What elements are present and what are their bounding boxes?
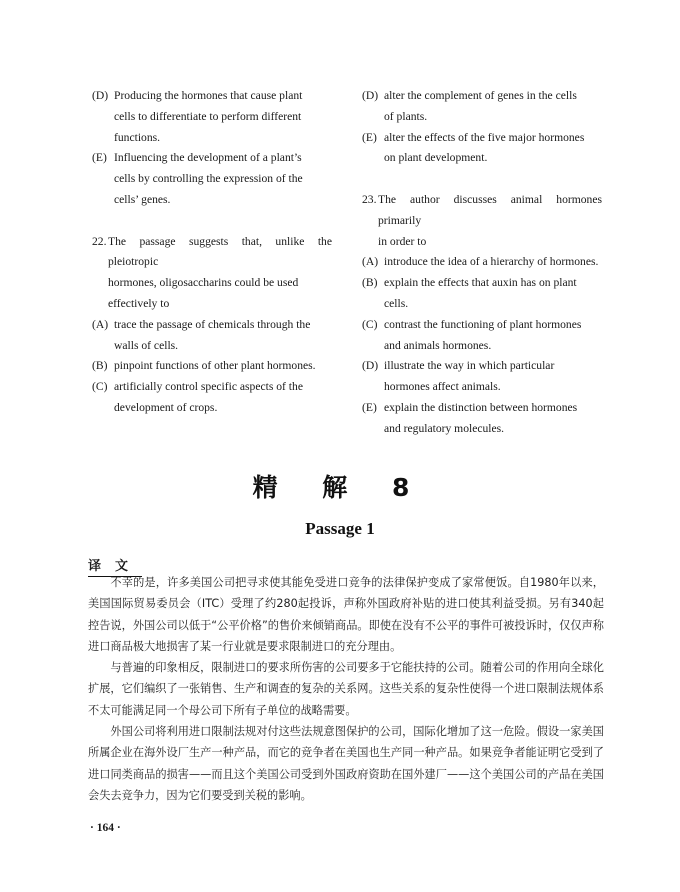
page-number: · 164 · <box>90 822 121 834</box>
q22-option-a <box>92 315 332 357</box>
option-label: (D) <box>92 89 109 102</box>
option-line: on plant development. <box>384 151 488 165</box>
option-label: (B) <box>92 359 108 373</box>
option-line: cells’ genes. <box>114 192 171 206</box>
question-23 <box>362 190 602 252</box>
q23-option-a <box>362 252 602 273</box>
option-label: (C) <box>92 380 108 394</box>
q23-option-e <box>362 398 602 440</box>
q21-option-e <box>92 148 332 210</box>
option-line: functions. <box>114 130 161 144</box>
question-number: 23. <box>362 192 377 206</box>
option-line: alter the effects of the five major hormones <box>384 130 585 144</box>
q22-option-d <box>362 86 602 128</box>
spacer <box>92 211 332 232</box>
option-line: alter the complement of genes in the cells <box>384 89 577 102</box>
option-label: (B) <box>362 276 378 290</box>
q23-option-d <box>362 356 602 398</box>
translation-paragraph: 外国公司将利用进口限制法规对付这些法规意图保护的公司，国际化增加了这一危险。假设一家美国所属企业在海外设厂生产一种产品，而它的竞争者在美国也生产同一种产品。如果竞争者能证明它受到了进口同类商品的损害——而且这个美国公司受到外国政府资助在国外建厂——这个美国公司的产品在美国会失去竞争力，因为它们要受到关税的影响。 <box>88 725 604 802</box>
q21-option-d <box>92 86 332 148</box>
translation-body <box>88 572 604 806</box>
option-label: (C) <box>362 317 378 331</box>
section-title: 精 解 8 <box>252 473 428 502</box>
q23-option-b <box>362 273 602 315</box>
option-line: Producing the hormones that cause plant <box>114 89 303 102</box>
left-column <box>92 86 332 419</box>
q22-option-e <box>362 128 602 170</box>
q23-option-c <box>362 315 602 357</box>
option-line: hormones affect animals. <box>384 380 501 394</box>
option-label: (D) <box>362 359 379 373</box>
q22-option-b <box>92 356 332 377</box>
option-line: cells by controlling the expression of the <box>114 172 303 186</box>
option-line: cells to differentiate to perform different <box>114 109 302 123</box>
translation-paragraph: 与普遍的印象相反，限制进口的要求所伤害的公司要多于它能扶持的公司。随着公司的作用向全球化扩展，它们编织了一张销售、生产和调查的复杂的关系网。这些关系的复杂性使得一个进口限制法规体系不太可能满足同一个母公司下所有子单位的战略需要。 <box>88 661 604 717</box>
option-line: introduce the idea of a hierarchy of hormones. <box>384 255 599 269</box>
option-line: and regulatory molecules. <box>384 421 505 435</box>
option-line: cells. <box>384 296 409 310</box>
passage-title: Passage 1 <box>305 519 375 538</box>
question-number: 22. <box>92 234 107 248</box>
option-label: (E) <box>92 151 107 165</box>
spacer <box>362 169 602 190</box>
option-line: Influencing the development of a plant’s <box>114 151 302 165</box>
option-line: illustrate the way in which particular <box>384 359 555 373</box>
option-label: (A) <box>92 317 109 331</box>
option-label: (E) <box>362 400 377 414</box>
option-line: trace the passage of chemicals through the <box>114 317 311 331</box>
question-line: The author discusses animal hormones primarily <box>378 192 602 227</box>
option-line: walls of cells. <box>114 338 179 352</box>
option-line: contrast the functioning of plant hormones <box>384 317 582 331</box>
question-line: effectively to <box>108 296 170 310</box>
question-line: in order to <box>378 234 427 248</box>
option-label: (E) <box>362 130 377 144</box>
option-line: of plants. <box>384 109 428 123</box>
option-label: (A) <box>362 255 379 269</box>
option-line: development of crops. <box>114 400 218 414</box>
question-22 <box>92 232 332 315</box>
option-line: and animals hormones. <box>384 338 492 352</box>
option-line: pinpoint functions of other plant hormones. <box>114 359 316 373</box>
question-line: hormones, oligosaccharins could be used <box>108 276 299 290</box>
option-line: explain the effects that auxin has on plant <box>384 276 577 290</box>
translation-heading: 译文 <box>88 555 142 577</box>
option-line: artificially control specific aspects of the <box>114 380 303 394</box>
translation-paragraph: 不幸的是，许多美国公司把寻求使其能免受进口竞争的法律保护变成了家常便饭。自1980年以来，美国国际贸易委员会（ITC）受理了约280起投诉，声称外国政府补贴的进口使其利益受损。另有340起控告说，外国公司以低于“公平价格”的售价来倾销商品。即使在没有不公平的事件可被投诉时，仅仅声称进口商品极大地损害了某一行业就是要求限制进口的充分理由。 <box>88 576 604 653</box>
q22-option-c <box>92 377 332 419</box>
option-line: explain the distinction between hormones <box>384 400 578 414</box>
right-column <box>362 86 602 440</box>
question-line: The passage suggests that, unlike the pleiotropic <box>108 234 332 269</box>
option-label: (D) <box>362 89 379 102</box>
